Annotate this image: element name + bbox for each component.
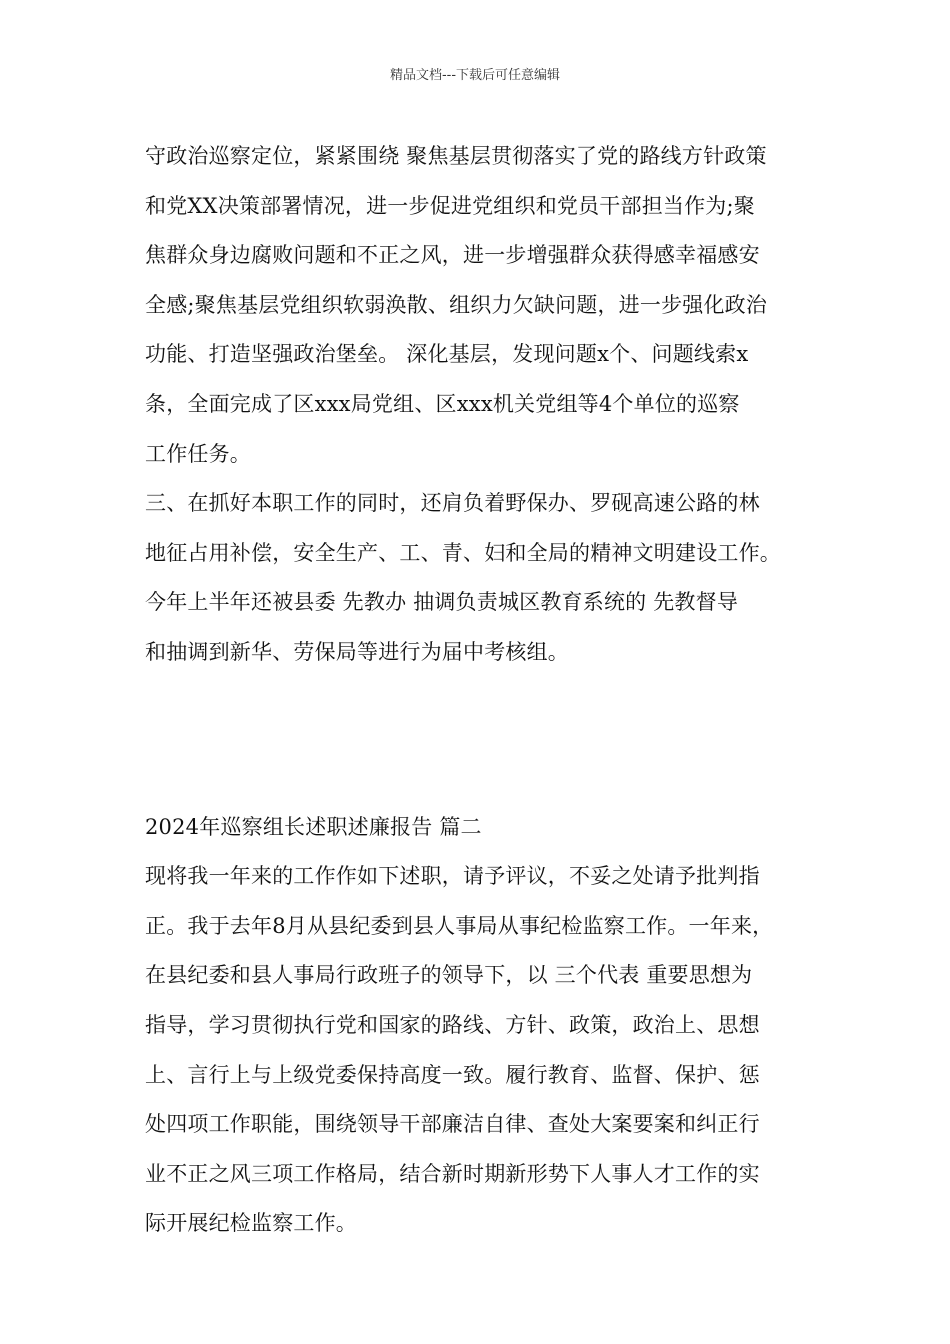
text-line: 条，全面完成了区xxx局党组、区xxx机关党组等4个单位的巡察 xyxy=(145,391,740,416)
text-line: 和党XX决策部署情况，进一步促进党组织和党员干部担当作为;聚 xyxy=(145,193,755,218)
text-line: 功能、打造坚强政治堡垒。 深化基层，发现问题x个、问题线索x xyxy=(145,342,749,367)
text-line: 守政治巡察定位，紧紧围绕 聚焦基层贯彻落实了党的路线方针政策 xyxy=(145,144,767,168)
document-body xyxy=(145,132,845,1249)
text-line: 在县纪委和县人事局行政班子的领导下，以 三个代表 重要思想为 xyxy=(145,963,753,988)
text-line: 全感;聚焦基层党组织软弱涣散、组织力欠缺问题，进一步强化政治 xyxy=(145,292,768,317)
text-line: 际开展纪检监察工作。 xyxy=(145,1211,357,1236)
section-title: 2024年巡察组长述职述廉报告 篇二 xyxy=(145,814,482,839)
text-line: 正。我于去年8月从县纪委到县人事局从事纪检监察工作。一年来， xyxy=(145,913,774,938)
section-gap xyxy=(145,678,845,803)
text-line: 工作任务。 xyxy=(145,441,251,466)
section-1 xyxy=(145,132,845,678)
page-header: 精品文档---下载后可任意编辑 xyxy=(389,68,561,83)
text-line: 和抽调到新华、劳保局等进行为届中考核组。 xyxy=(145,639,569,664)
section-2 xyxy=(145,803,845,1249)
text-line: 地征占用补偿，安全生产、工、青、妇和全局的精神文明建设工作。 xyxy=(145,540,781,565)
text-line: 现将我一年来的工作作如下述职，请予评议，不妥之处请予批判指 xyxy=(145,864,760,889)
text-line: 三、在抓好本职工作的同时，还肩负着野保办、罗砚高速公路的林 xyxy=(145,491,760,516)
text-line: 处四项工作职能，围绕领导干部廉洁自律、查处大案要案和纠正行 xyxy=(145,1112,760,1137)
text-line: 业不正之风三项工作格局，结合新时期新形势下人事人才工作的实 xyxy=(145,1161,760,1186)
text-line: 焦群众身边腐败问题和不正之风，进一步增强群众获得感幸福感安 xyxy=(145,243,760,268)
text-line: 上、言行上与上级党委保持高度一致。履行教育、监督、保护、惩 xyxy=(145,1062,760,1087)
text-line: 今年上半年还被县委 先教办 抽调负责城区教育系统的 先教督导 xyxy=(145,590,739,615)
text-line: 指导，学习贯彻执行党和国家的路线、方针、政策，政治上、思想 xyxy=(145,1012,760,1037)
